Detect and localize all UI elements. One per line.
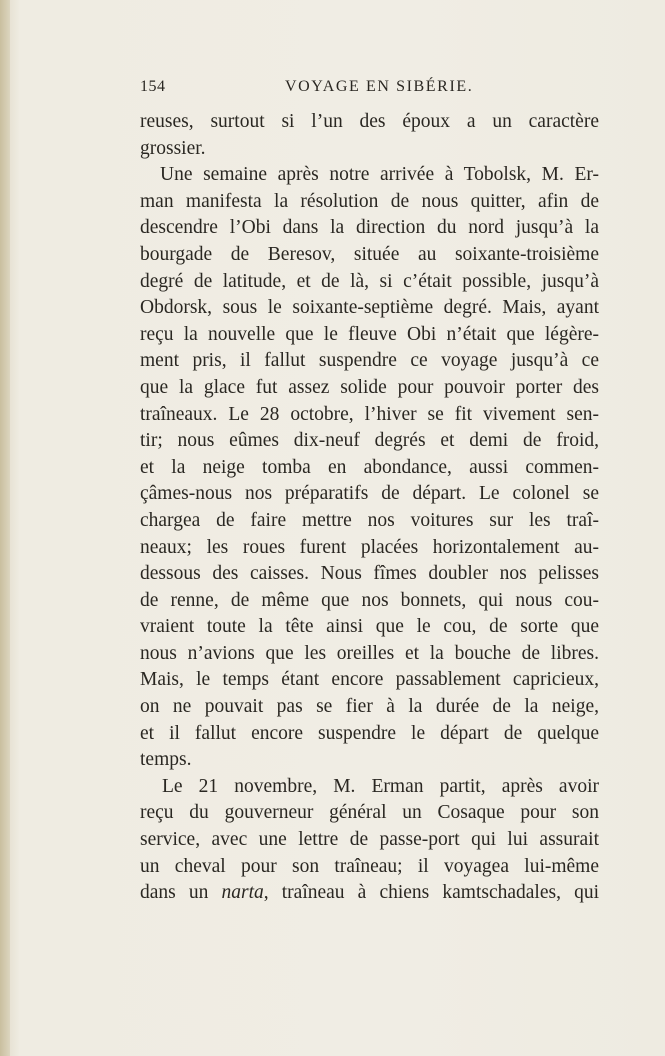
text-line: et il fallut encore suspendre le départ de quelque bbox=[140, 722, 599, 744]
text-line: tir; nous eûmes dix-neuf degrés et demi de froid, bbox=[140, 430, 599, 452]
text-line: chargea de faire mettre nos voitures sur les traî- bbox=[140, 509, 599, 531]
text-line: que la glace fut assez solide pour pouvoir porter des bbox=[140, 376, 599, 398]
text-line: traîneaux. Le 28 octobre, l’hiver se fit vivement sen- bbox=[140, 403, 599, 425]
binding-edge bbox=[0, 0, 10, 1056]
text-line: nous n’avions que les oreilles et la bouche de libres. bbox=[140, 642, 599, 664]
running-header bbox=[140, 78, 599, 102]
text-line: service, avec une lettre de passe-port qui lui assurait bbox=[140, 829, 599, 851]
text-line: grossier. bbox=[140, 137, 206, 159]
text-line: Mais, le temps étant encore passablement capricieux, bbox=[140, 669, 599, 691]
page-number: 154 bbox=[140, 78, 166, 95]
text-line: on ne pouvait pas se fier à la durée de la neige, bbox=[140, 696, 599, 718]
text-line: man manifesta la résolution de nous quitter, afin de bbox=[140, 190, 599, 212]
text-line: de renne, de même que nos bonnets, qui nous cou- bbox=[140, 589, 599, 611]
text-line: vraient toute la tête ainsi que le cou, de sorte que bbox=[140, 616, 599, 638]
text-fragment: dans un bbox=[140, 882, 222, 904]
paragraph-start-line: Le 21 novembre, M. Erman partit, après avoir bbox=[162, 775, 599, 797]
text-line: reçu la nouvelle que le fleuve Obi n’était que légère- bbox=[140, 323, 599, 345]
body-text bbox=[140, 109, 599, 907]
text-line: un cheval pour son traîneau; il voyagea lui-même bbox=[140, 855, 599, 877]
text-line: ment pris, il fallut suspendre ce voyage jusqu’à ce bbox=[140, 350, 599, 372]
running-title: VOYAGE EN SIBÉRIE. bbox=[285, 78, 474, 95]
paragraph-start-line: Une semaine après notre arrivée à Tobolsk, M. Er- bbox=[160, 164, 599, 186]
text-line: dessous des caisses. Nous fîmes doubler nos pelisses bbox=[140, 563, 599, 585]
text-fragment: , traîneau à chiens kamtschadales, qui bbox=[263, 882, 600, 904]
text-line: descendre l’Obi dans la direction du nord jusqu’à la bbox=[140, 217, 599, 239]
text-line: bourgade de Beresov, située au soixante-troisième bbox=[140, 243, 599, 265]
text-line: degré de latitude, et de là, si c’était possible, jusqu’à bbox=[140, 270, 599, 292]
text-line: Obdorsk, sous le soixante-septième degré. Mais, ayant bbox=[140, 297, 599, 319]
text-line-last bbox=[140, 880, 599, 907]
italic-term: narta bbox=[221, 882, 264, 904]
text-line: çâmes-nous nos préparatifs de départ. Le colonel se bbox=[140, 483, 599, 505]
text-line: et la neige tomba en abondance, aussi commen- bbox=[140, 456, 599, 478]
text-line: reuses, surtout si l’un des époux a un caractère bbox=[140, 111, 599, 132]
text-line: temps. bbox=[140, 749, 192, 771]
text-line: neaux; les roues furent placées horizontalement au- bbox=[140, 536, 599, 558]
text-line: reçu du gouverneur général un Cosaque pour son bbox=[140, 802, 599, 824]
